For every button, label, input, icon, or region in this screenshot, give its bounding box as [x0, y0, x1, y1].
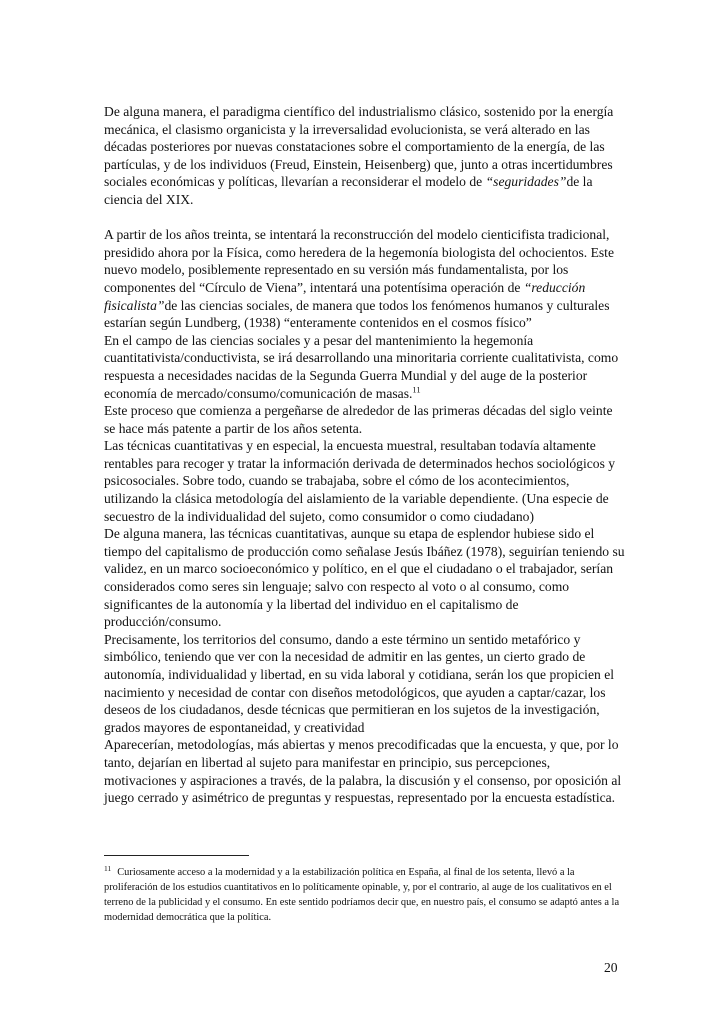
footnote: [104, 865, 626, 925]
body-text: [104, 103, 626, 807]
paragraph-1-text-end: de la ciencia del XIX.: [104, 174, 593, 207]
paragraph-8: Aparecerían, metodologías, más abiertas y menos precodificadas que la encuesta, y que, por lo tanto, dejarían en libertad al sujeto para manifestar en principio, sus percepciones, motivaciones y aspiraciones a través, de la palabra, la discusión y el consenso, por oposición al juego cerrado y asimétrico de preguntas y respuestas, representado por la encuesta estadística.: [104, 737, 622, 806]
footnote-divider: [104, 855, 249, 856]
paragraph-6: De alguna manera, las técnicas cuantitativas, aunque su etapa de esplendor hubiese sido el tiempo del capitalismo de producción como señalase Jesús Ibáñez (1978), seguirían teniendo su validez, en un marco socioeconómico y político, en el que el ciudadano o el trabajador, serían considerados como seres sin lenguaje; salvo con respecto al voto o al consumo, como significantes de la autonomía y la libertad del individuo en el capitalismo de producción/consumo.: [104, 526, 625, 630]
paragraph-2-text: A partir de los años treinta, se intentará la reconstrucción del modelo cienticifista tradicional, presidido ahora por la Física, como heredera de la hegemonía biologista del ochocientos. Este nuevo modelo, posiblemente representado en su versión más fundamentalista, por los componentes del “Círculo de Viena”, intentará una potentísima operación de: [104, 227, 614, 295]
paragraph-2-text-end: de las ciencias sociales, de manera que todos los fenómenos humanos y culturales estarían según Lundberg, (1938) “enteramente contenidos en el cosmos físico”: [104, 297, 610, 331]
paragraph-4: Este proceso que comienza a pergeñarse de alrededor de las primeras décadas del siglo veinte se hace más patente a partir de los años setenta.: [104, 403, 613, 436]
page-number: 20: [604, 960, 618, 975]
paragraph-gap: [104, 209, 626, 227]
paragraph-3: [104, 332, 626, 402]
paragraph-1: [104, 103, 626, 209]
paragraph-2-italic: “reducción fisicalista”: [104, 279, 586, 313]
paragraph-2: [104, 226, 626, 332]
paragraph-5: Las técnicas cuantitativas y en especial, la encuesta muestral, resultaban todavía altamente rentables para recoger y tratar la información derivada de determinados hechos sociológicos y psicosociales. Sobre todo, cuando se trabajaba, sobre el cómo de los acontecimientos, utilizando la clásica metodología del aislamiento de la variable dependiente. (Una especie de secuestro de la individualidad del sujeto, como consumidor o como ciudadano): [104, 438, 616, 524]
paragraph-7: Precisamente, los territorios del consumo, dando a este término un sentido metafórico y simbólico, teniendo que ver con la necesidad de admitir en las gentes, un cierto grado de autonomía, individualidad y libertad, en su vida laboral y cotidiana, serán los que propicien el nacimiento y necesidad de contar con diseños metodológicos, que ayuden a captar/cazar, los deseos de los ciudadanos, desde técnicas que permitieran en los sujetos de la investigación, grados mayores de espontaneidad, y creatividad: [104, 631, 614, 735]
footnote-reference[interactable]: 11: [412, 383, 421, 394]
paragraph-1-text: De alguna manera, el paradigma científico del industrialismo clásico, sostenido por la energía mecánica, el clasismo organicista y la irreversalidad evolucionista, se verá alterado en las décadas posteriores por nuevas constataciones sobre el comportamiento de la energía, de las partículas, y de los individuos (Freud, Einstein, Heisenberg) que, junto a otras incertidumbres sociales económicas y políticas, llevarían a reconsiderar el modelo de: [104, 104, 614, 190]
paragraph-3-text: En el campo de las ciencias sociales y a pesar del mantenimiento la hegemonía cuantitativista/conductivista, se irá desarrollando una minoritaria corriente cualitativista, como respuesta a necesidades nacidas de la Segunda Guerra Mundial y del auge de la posterior economía de mercado/consumo/comunicación de masas.: [104, 332, 619, 401]
footnote-text: Curiosamente acceso a la modernidad y a la estabilización política en España, al final de los setenta, llevó a la proliferación de los estudios cuantitativos en lo políticamente opinable, y, por el contrario, al auge de los cualitativos en el terreno de la publicidad y el consumo. En este sentido podríamos decir que, en nuestro país, el consumo se adaptó antes a la modernidad democrática que la política.: [104, 867, 620, 923]
paragraph-1-italic: “seguridades”: [485, 174, 567, 190]
footnote-number: 11: [104, 863, 112, 873]
